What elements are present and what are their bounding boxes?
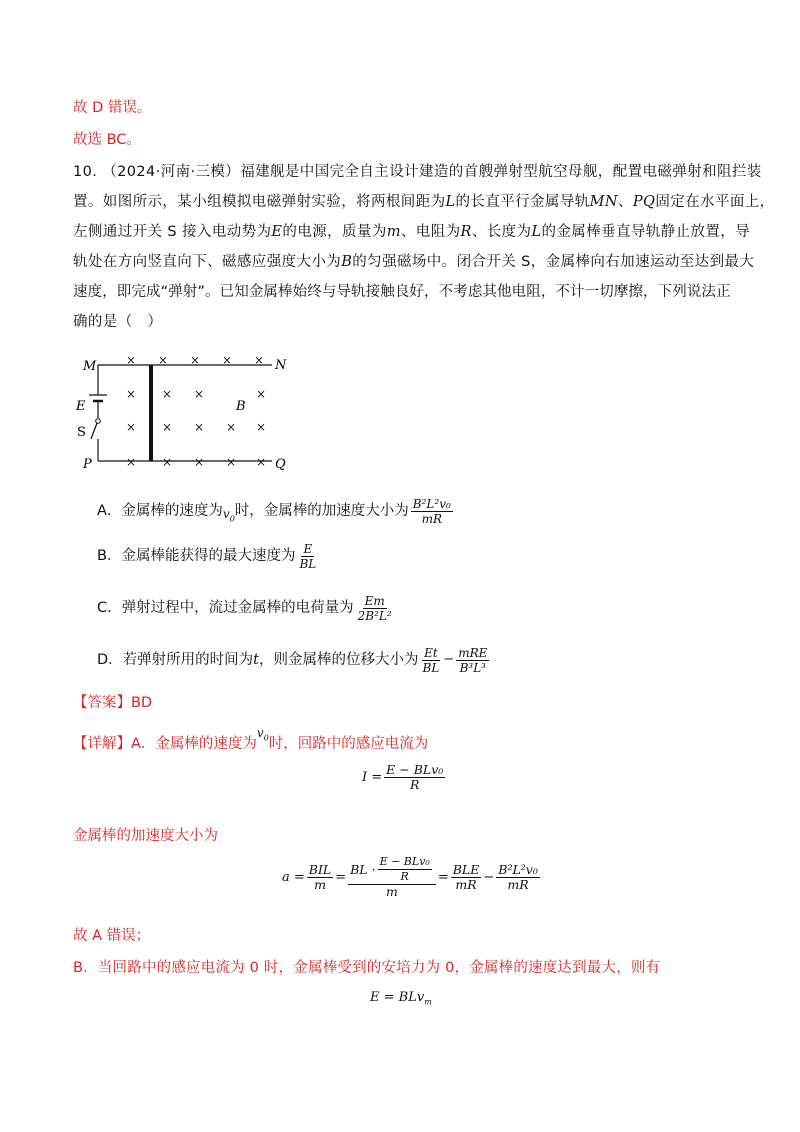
var-v0: $v_0$ [222, 507, 235, 524]
switch-contact-top [96, 419, 101, 424]
rail-circuit-diagram [70, 348, 300, 473]
var-B: B [341, 254, 353, 270]
stem-text: 的电源，质量为 [282, 224, 387, 240]
conclusion-d: 故 D 错误。 [73, 100, 152, 116]
stem-text: 、 [617, 194, 633, 210]
option-d-text: ，则金属棒的位移大小为 [259, 652, 419, 668]
stem-line-5: 速度，即完成“弹射”。已知金属棒始终与导轨接触良好，不考虑其他电阻，不计一切摩擦，下列说法正 [73, 284, 731, 300]
field-cross-mark: × [190, 353, 201, 367]
stem-text: 固定在水平面上， [655, 194, 775, 210]
question-number: 10. [73, 164, 98, 180]
var-m: m [386, 224, 401, 240]
option-d[interactable] [97, 642, 491, 678]
label-p: P [83, 457, 92, 472]
stem-text: 、长度为 [471, 224, 532, 240]
stem-text: 轨处在方向竖直向下、磁感应强度大小为 [73, 254, 342, 270]
option-a[interactable] [97, 493, 455, 529]
field-cross-mark: × [226, 420, 237, 434]
option-a-fraction: $\frac{\text{B²L²v₀}}{mR}$ [412, 496, 451, 526]
option-c-fraction: $\frac{Em}{\text{2B²L²}}$ [357, 593, 392, 623]
var-E: E [271, 224, 283, 240]
stem-text: 的长直平行金属导轨 [455, 194, 590, 210]
conclusion-bc: 故选 BC。 [73, 132, 141, 148]
option-d-text: D．若弹射所用的时间为 [97, 652, 254, 668]
field-cross-mark: × [222, 353, 233, 367]
stem-line-6: 确的是（ ） [73, 314, 163, 330]
field-cross-mark: × [194, 420, 205, 434]
label-n: N [275, 358, 287, 373]
option-b-text: B．金属棒能获得的最大速度为 [97, 548, 296, 564]
question-source: （2024·河南·三模） [102, 164, 241, 180]
stem-text: 的金属棒垂直导轨静止放置，导 [541, 224, 751, 240]
field-cross-mark: × [162, 420, 173, 434]
var-MN: MN [589, 194, 618, 210]
option-a-text: 时，金属棒的加速度大小为 [234, 503, 409, 519]
option-c[interactable] [97, 590, 396, 626]
field-cross-mark: × [256, 455, 267, 469]
equation-acceleration: a = $\frac{\text{BIL}}{m}$ = BL · $\frac{\text{E − BLv₀}}{R}$ m = $\frac{\text{BLE}}{mR}$ − $\frac{\text{B²L²v₀}}{mR}$ [282, 855, 538, 899]
var-v0: $v_0$ [256, 726, 269, 743]
question-10 [73, 157, 775, 337]
var-L: L [531, 224, 542, 240]
field-cross-mark: × [194, 387, 205, 401]
option-a-text: A．金属棒的速度为 [97, 503, 223, 519]
switch-lever [91, 423, 97, 439]
option-d-fraction-2: $\frac{\text{mRE}}{\text{B³L³}}$ [458, 645, 488, 675]
option-c-text: C．弹射过程中，流过金属棒的电荷量为 [97, 600, 354, 616]
equation-current: I = $\frac{\text{E − BLv₀}}{R}$ [362, 762, 444, 792]
field-cross-mark: × [162, 455, 173, 469]
option-d-fraction-1: $\frac{Et}{BL}$ [422, 645, 440, 675]
field-cross-mark: × [126, 455, 137, 469]
var-L: L [445, 194, 456, 210]
field-cross-mark: × [194, 455, 205, 469]
option-b[interactable] [97, 538, 320, 574]
var-t: t [253, 652, 259, 668]
field-cross-mark: × [226, 455, 237, 469]
field-cross-mark: × [126, 353, 137, 367]
field-cross-mark: × [126, 420, 137, 434]
stem-text: 左侧通过开关 S 接入电动势为 [73, 224, 272, 240]
label-b: B [236, 399, 246, 414]
stem-text: 的匀强磁场中。闭合开关 S，金属棒向右加速运动至达到最大 [352, 254, 755, 270]
field-cross-mark: × [162, 387, 173, 401]
minus-sign: − [443, 652, 455, 667]
label-e: E [76, 399, 86, 414]
label-s: S [77, 425, 86, 440]
label-q: Q [275, 457, 286, 472]
label-m: M [83, 359, 97, 374]
stem-text: 置。如图所示，某小组模拟电磁弹射实验，将两根间距为 [73, 194, 446, 210]
explain-accel-line: 金属棒的加速度大小为 [73, 828, 218, 844]
field-cross-mark: × [256, 387, 267, 401]
answer-label: 【答案】BD [73, 695, 153, 711]
stem-line-1: 福建舰是中国完全自主设计建造的首艘弹射型航空母舰，配置电磁弹射和阻拦装 [240, 164, 762, 180]
stem-text: 、电阻为 [400, 224, 461, 240]
var-R: R [460, 224, 472, 240]
var-PQ: PQ [632, 194, 656, 210]
field-cross-mark: × [126, 387, 137, 401]
explain-b-line: B．当回路中的感应电流为 0 时，金属棒受到的安培力为 0，金属棒的速度达到最大，则有 [73, 960, 661, 976]
option-b-fraction: $\frac{E}{BL}$ [299, 541, 317, 571]
field-cross-mark: × [158, 353, 169, 367]
field-cross-mark: × [256, 420, 267, 434]
equation-max-velocity: E = BLv$_m$ [370, 990, 432, 1007]
explain-a-line: 【详解】A．金属棒的速度为 $v_0$ 时，回路中的感应电流为 [73, 728, 428, 759]
explain-a-wrong: 故 A 错误； [73, 928, 151, 944]
field-cross-mark: × [254, 353, 265, 367]
